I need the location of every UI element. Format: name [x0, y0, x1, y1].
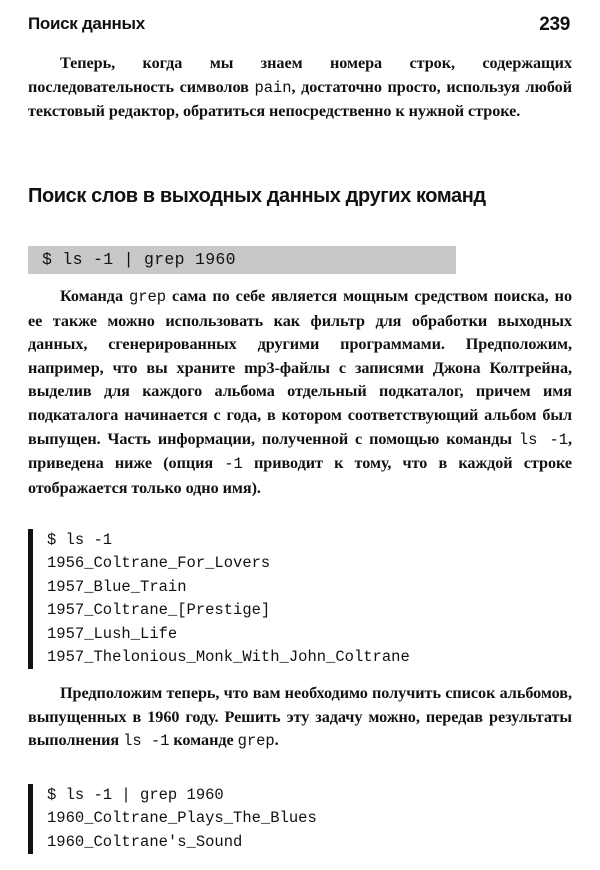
- listing-line: 1957_Coltrane_[Prestige]: [47, 601, 271, 620]
- page-number: 239: [539, 14, 570, 35]
- para3-code-grep: grep: [237, 732, 275, 751]
- listing-line: 1957_Blue_Train: [47, 577, 187, 596]
- para2-text-3: , приведена ниже (опция: [28, 429, 572, 473]
- listing-line: 1956_Coltrane_For_Lovers: [47, 554, 271, 573]
- command-example: $ ls -1 | grep 1960: [28, 246, 456, 274]
- para2-text-4: приводит к тому, что в каждой строке отображается только одно имя).: [28, 454, 572, 497]
- chapter-title: Поиск данных: [28, 14, 145, 33]
- listing-line: $ ls -1 | grep 1960: [47, 786, 224, 804]
- intro-text-2: , достаточно просто, используя любой текстовый редактор, обратиться непосредственно к нужной строке.: [28, 77, 572, 121]
- body-paragraph-1960: [28, 682, 572, 754]
- para2-code-grep: grep: [129, 288, 167, 306]
- para2-text-2: сама по себе является мощным средством поиска, но ее также можно использовать как фильтр для обработки выходных данных, сгенерированных другими программами. Предположим, например, что вы храните mp3-файлы с записями Джона Колтрейна, выделив для каждого альбома отдельный подкаталог, причем имя подкаталога начинается с года, в котором соответствующий альбом был выпущен. Часть информации, полученной с помощью команды: [28, 287, 572, 448]
- running-head: [28, 14, 570, 40]
- listing-line: 1960_Coltrane_Plays_The_Blues: [47, 809, 317, 828]
- body-paragraph-grep: [28, 285, 572, 500]
- listing-line: 1957_Thelonious_Monk_With_John_Coltrane: [47, 648, 410, 667]
- para3-text-1: Предположим теперь, что вам необходимо получить список альбомов, выпущенных в 1960 году. Решить эту задачу можно, передав результаты выполнения: [28, 684, 572, 750]
- para3-text-3: .: [274, 731, 279, 750]
- code-listing-ls: [28, 529, 567, 669]
- intro-code: pain: [254, 78, 292, 97]
- listing-line: 1960_Coltrane's_Sound: [47, 832, 243, 851]
- para3-text-2: команде: [169, 731, 238, 750]
- code-listing-grep: [28, 784, 567, 854]
- intro-paragraph: [28, 52, 572, 124]
- para2-code-ls: ls -1: [518, 430, 568, 449]
- listing-line: $ ls -1: [47, 531, 113, 549]
- section-heading: Поиск слов в выходных данных других команд: [28, 185, 486, 207]
- listing-line: 1957_Lush_Life: [47, 624, 178, 643]
- intro-text-1: Теперь, когда мы знаем номера строк, содержащих последовательность символов: [28, 54, 572, 96]
- para2-code-option: -1: [224, 455, 243, 474]
- para3-code-ls: ls -1: [123, 732, 170, 751]
- para2-text-1: Команда: [60, 287, 129, 305]
